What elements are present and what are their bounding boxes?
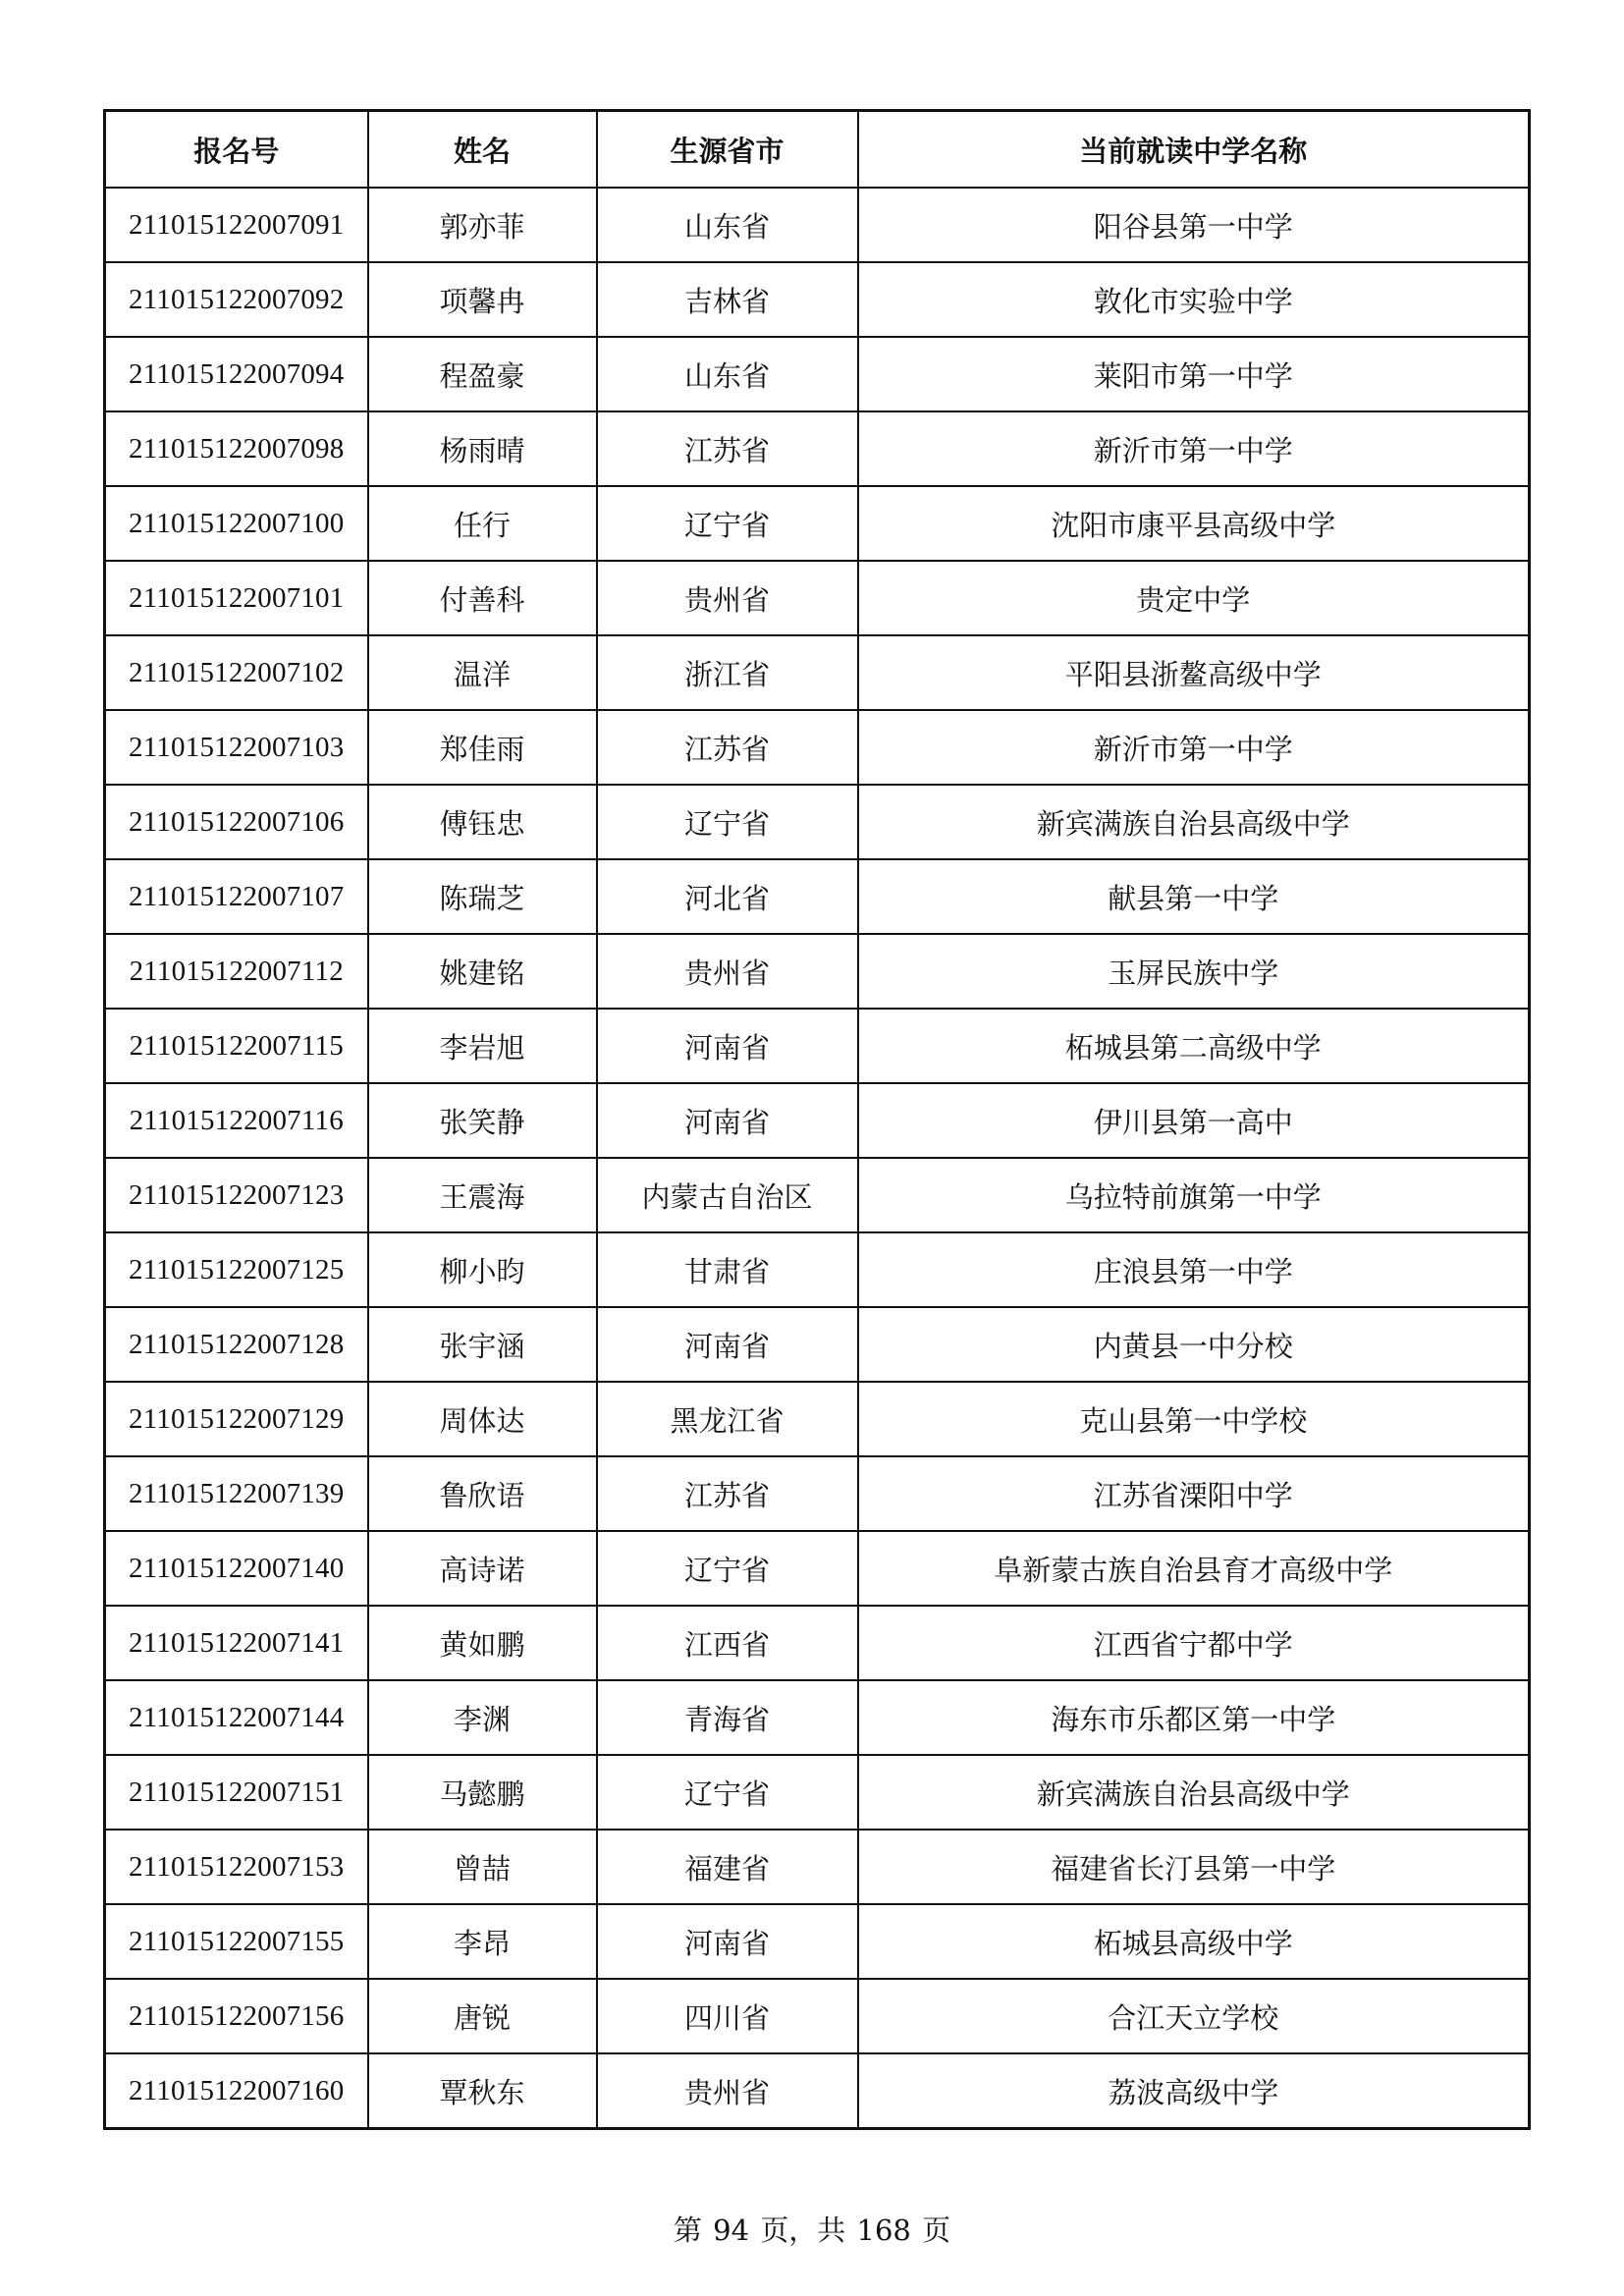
cell-registration-number: 211015122007139 xyxy=(105,1456,368,1531)
table-row xyxy=(105,1531,1530,1606)
cell-source-province: 江苏省 xyxy=(597,1456,858,1531)
cell-current-school: 乌拉特前旗第一中学 xyxy=(858,1158,1530,1232)
cell-source-province: 山东省 xyxy=(597,337,858,411)
cell-name: 郑佳雨 xyxy=(368,710,597,785)
cell-registration-number: 211015122007153 xyxy=(105,1830,368,1904)
cell-registration-number: 211015122007100 xyxy=(105,486,368,561)
cell-registration-number: 211015122007155 xyxy=(105,1904,368,1979)
table-row xyxy=(105,337,1530,411)
table-row xyxy=(105,1904,1530,1979)
cell-current-school: 新沂市第一中学 xyxy=(858,411,1530,486)
cell-name: 马懿鹏 xyxy=(368,1755,597,1830)
cell-source-province: 江西省 xyxy=(597,1606,858,1680)
cell-current-school: 柘城县第二高级中学 xyxy=(858,1009,1530,1083)
cell-name: 唐锐 xyxy=(368,1979,597,2053)
cell-current-school: 合江天立学校 xyxy=(858,1979,1530,2053)
cell-source-province: 辽宁省 xyxy=(597,785,858,859)
cell-name: 项馨冉 xyxy=(368,262,597,337)
cell-current-school: 内黄县一中分校 xyxy=(858,1307,1530,1382)
cell-name: 张笑静 xyxy=(368,1083,597,1158)
cell-registration-number: 211015122007151 xyxy=(105,1755,368,1830)
cell-source-province: 黑龙江省 xyxy=(597,1382,858,1456)
cell-source-province: 福建省 xyxy=(597,1830,858,1904)
cell-current-school: 平阳县浙鳌高级中学 xyxy=(858,635,1530,710)
table-row xyxy=(105,635,1530,710)
cell-source-province: 山东省 xyxy=(597,188,858,262)
cell-registration-number: 211015122007098 xyxy=(105,411,368,486)
cell-current-school: 贵定中学 xyxy=(858,561,1530,635)
cell-registration-number: 211015122007094 xyxy=(105,337,368,411)
cell-name: 张宇涵 xyxy=(368,1307,597,1382)
table-row xyxy=(105,1456,1530,1531)
cell-name: 李昂 xyxy=(368,1904,597,1979)
cell-name: 郭亦菲 xyxy=(368,188,597,262)
table-row xyxy=(105,1382,1530,1456)
cell-current-school: 阳谷县第一中学 xyxy=(858,188,1530,262)
cell-source-province: 辽宁省 xyxy=(597,1531,858,1606)
cell-name: 覃秋东 xyxy=(368,2053,597,2129)
cell-source-province: 贵州省 xyxy=(597,934,858,1009)
table-row xyxy=(105,188,1530,262)
cell-registration-number: 211015122007140 xyxy=(105,1531,368,1606)
table-row xyxy=(105,1755,1530,1830)
cell-registration-number: 211015122007129 xyxy=(105,1382,368,1456)
cell-source-province: 贵州省 xyxy=(597,2053,858,2129)
table-row xyxy=(105,1232,1530,1307)
cell-name: 柳小昀 xyxy=(368,1232,597,1307)
roster-sheet xyxy=(103,109,1528,2130)
cell-registration-number: 211015122007092 xyxy=(105,262,368,337)
table-row xyxy=(105,1307,1530,1382)
cell-source-province: 贵州省 xyxy=(597,561,858,635)
cell-name: 周体达 xyxy=(368,1382,597,1456)
cell-source-province: 辽宁省 xyxy=(597,486,858,561)
cell-source-province: 河南省 xyxy=(597,1307,858,1382)
table-row xyxy=(105,2053,1530,2129)
header-source-province: 生源省市 xyxy=(597,111,858,189)
cell-registration-number: 211015122007091 xyxy=(105,188,368,262)
page-footer xyxy=(0,2209,1624,2249)
cell-current-school: 福建省长汀县第一中学 xyxy=(858,1830,1530,1904)
cell-source-province: 河南省 xyxy=(597,1904,858,1979)
cell-registration-number: 211015122007141 xyxy=(105,1606,368,1680)
cell-current-school: 庄浪县第一中学 xyxy=(858,1232,1530,1307)
cell-current-school: 克山县第一中学校 xyxy=(858,1382,1530,1456)
cell-name: 王震海 xyxy=(368,1158,597,1232)
cell-current-school: 江苏省溧阳中学 xyxy=(858,1456,1530,1531)
header-registration-number: 报名号 xyxy=(105,111,368,189)
table-row xyxy=(105,859,1530,934)
cell-name: 鲁欣语 xyxy=(368,1456,597,1531)
table-row xyxy=(105,1680,1530,1755)
cell-name: 温洋 xyxy=(368,635,597,710)
table-row xyxy=(105,561,1530,635)
cell-current-school: 江西省宁都中学 xyxy=(858,1606,1530,1680)
table-row xyxy=(105,1083,1530,1158)
cell-registration-number: 211015122007128 xyxy=(105,1307,368,1382)
cell-registration-number: 211015122007101 xyxy=(105,561,368,635)
table-row xyxy=(105,486,1530,561)
cell-current-school: 沈阳市康平县高级中学 xyxy=(858,486,1530,561)
cell-current-school: 伊川县第一高中 xyxy=(858,1083,1530,1158)
footer-total-pages: 168 xyxy=(856,2214,911,2247)
table-row xyxy=(105,1158,1530,1232)
table-row xyxy=(105,1979,1530,2053)
table-row xyxy=(105,710,1530,785)
footer-current-page: 94 xyxy=(713,2214,750,2247)
cell-current-school: 海东市乐都区第一中学 xyxy=(858,1680,1530,1755)
table-body xyxy=(105,188,1530,2129)
cell-source-province: 内蒙古自治区 xyxy=(597,1158,858,1232)
cell-current-school: 柘城县高级中学 xyxy=(858,1904,1530,1979)
cell-name: 傅钰忠 xyxy=(368,785,597,859)
cell-source-province: 河南省 xyxy=(597,1009,858,1083)
cell-current-school: 新沂市第一中学 xyxy=(858,710,1530,785)
cell-registration-number: 211015122007102 xyxy=(105,635,368,710)
cell-name: 任行 xyxy=(368,486,597,561)
cell-source-province: 浙江省 xyxy=(597,635,858,710)
cell-current-school: 新宾满族自治县高级中学 xyxy=(858,785,1530,859)
cell-name: 陈瑞芝 xyxy=(368,859,597,934)
admission-roster-table xyxy=(103,109,1531,2130)
cell-registration-number: 211015122007115 xyxy=(105,1009,368,1083)
table-header-row xyxy=(105,111,1530,189)
cell-source-province: 青海省 xyxy=(597,1680,858,1755)
table-row xyxy=(105,1606,1530,1680)
cell-source-province: 甘肃省 xyxy=(597,1232,858,1307)
cell-registration-number: 211015122007112 xyxy=(105,934,368,1009)
cell-registration-number: 211015122007106 xyxy=(105,785,368,859)
cell-current-school: 荔波高级中学 xyxy=(858,2053,1530,2129)
cell-name: 黄如鹏 xyxy=(368,1606,597,1680)
cell-registration-number: 211015122007123 xyxy=(105,1158,368,1232)
footer-prefix: 第 xyxy=(673,2214,702,2247)
table-row xyxy=(105,785,1530,859)
footer-suffix: 页 xyxy=(922,2214,951,2247)
cell-name: 付善科 xyxy=(368,561,597,635)
cell-registration-number: 211015122007160 xyxy=(105,2053,368,2129)
cell-name: 李岩旭 xyxy=(368,1009,597,1083)
cell-current-school: 新宾满族自治县高级中学 xyxy=(858,1755,1530,1830)
cell-source-province: 四川省 xyxy=(597,1979,858,2053)
cell-current-school: 阜新蒙古族自治县育才高级中学 xyxy=(858,1531,1530,1606)
cell-registration-number: 211015122007125 xyxy=(105,1232,368,1307)
footer-middle: 页，共 xyxy=(760,2214,846,2247)
cell-registration-number: 211015122007116 xyxy=(105,1083,368,1158)
cell-name: 曾喆 xyxy=(368,1830,597,1904)
cell-source-province: 江苏省 xyxy=(597,710,858,785)
header-name: 姓名 xyxy=(368,111,597,189)
cell-name: 程盈豪 xyxy=(368,337,597,411)
table-row xyxy=(105,411,1530,486)
table-row xyxy=(105,934,1530,1009)
cell-source-province: 吉林省 xyxy=(597,262,858,337)
cell-current-school: 敦化市实验中学 xyxy=(858,262,1530,337)
table-row xyxy=(105,262,1530,337)
table-row xyxy=(105,1009,1530,1083)
cell-registration-number: 211015122007144 xyxy=(105,1680,368,1755)
cell-name: 高诗诺 xyxy=(368,1531,597,1606)
cell-source-province: 江苏省 xyxy=(597,411,858,486)
header-current-school: 当前就读中学名称 xyxy=(858,111,1530,189)
cell-source-province: 河北省 xyxy=(597,859,858,934)
cell-current-school: 献县第一中学 xyxy=(858,859,1530,934)
cell-registration-number: 211015122007156 xyxy=(105,1979,368,2053)
cell-name: 姚建铭 xyxy=(368,934,597,1009)
cell-name: 李渊 xyxy=(368,1680,597,1755)
cell-current-school: 莱阳市第一中学 xyxy=(858,337,1530,411)
cell-registration-number: 211015122007107 xyxy=(105,859,368,934)
cell-source-province: 河南省 xyxy=(597,1083,858,1158)
cell-registration-number: 211015122007103 xyxy=(105,710,368,785)
table-row xyxy=(105,1830,1530,1904)
cell-name: 杨雨晴 xyxy=(368,411,597,486)
cell-source-province: 辽宁省 xyxy=(597,1755,858,1830)
cell-current-school: 玉屏民族中学 xyxy=(858,934,1530,1009)
